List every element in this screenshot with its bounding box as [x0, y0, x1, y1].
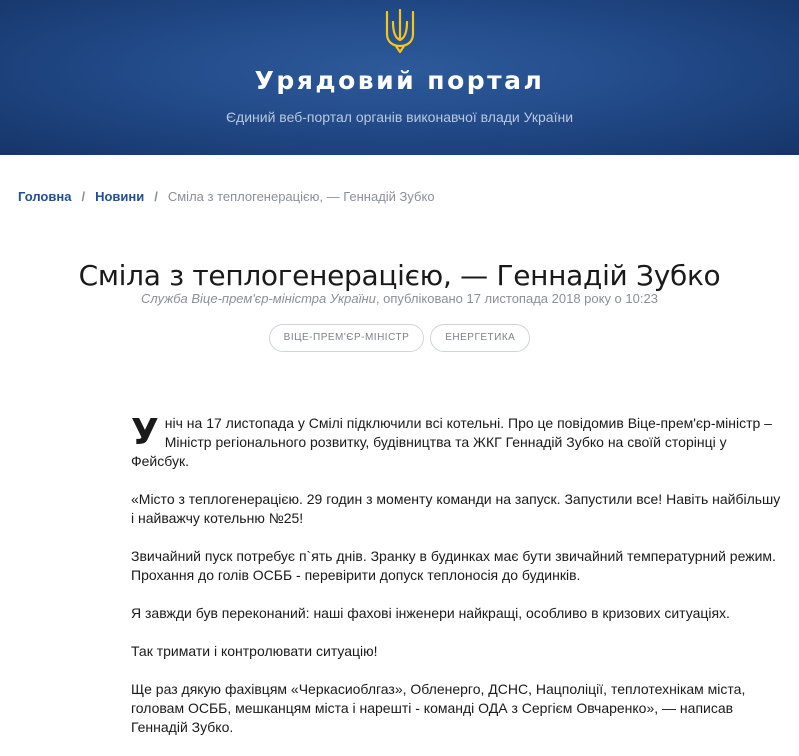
article-paragraph: Я завжди був переконаний: наші фахові інженери найкращі, особливо в кризових ситуаціях.: [131, 605, 730, 621]
dropcap-letter: У: [131, 412, 159, 453]
article-tags: [0, 324, 799, 352]
tag-energy[interactable]: ЕНЕРГЕТИКА: [430, 324, 530, 352]
site-header: [0, 0, 799, 155]
breadcrumb-current: Сміла з теплогенерацією, — Геннадій Зубко: [167, 189, 435, 204]
breadcrumb-home-link[interactable]: Головна: [18, 189, 72, 204]
site-title[interactable]: Урядовий портал: [254, 66, 545, 95]
article-paragraph: Звичайний пуск потребує п`ять днів. Зранку в будинках має бути звичайний температурний режим. Прохання до голів ОСББ - перевірити допуск теплоносія до будинків.: [131, 548, 776, 583]
trident-icon[interactable]: [383, 8, 417, 54]
article-title: Сміла з теплогенерацією, — Геннадій Зубко: [78, 258, 721, 292]
article-paragraph: «Місто з теплогенерацією. 29 годин з моменту команди на запуск. Запустили все! Навіть найбільшу і найважчу котельню №25!: [131, 491, 781, 526]
article-published: , опубліковано 17 листопада 2018 року о 10:23: [375, 291, 658, 306]
breadcrumb-separator: /: [81, 189, 86, 204]
breadcrumb-news-link[interactable]: Новини: [95, 189, 145, 204]
article-meta: [0, 291, 799, 306]
article-paragraph: Ще раз дякую фахівцям «Черкасиоблгаз», Обленерго, ДСНС, Нацполіції, теплотехнікам міста, головам ОСББ, мешканцям міста і нарешті - команді ОДА з Сергієм Овчаренко», — написав Геннадій Зубко.: [131, 681, 746, 735]
paragraph-text: ніч на 17 листопада у Смілі підключили всі котельні. Про це повідомив Віце-прем'єр-міністр – Міністр регіонального розвитку, будівництва та ЖКГ Геннадій Зубко на своїй сторінці у Фейсбук.: [131, 415, 772, 469]
article-body: [131, 414, 781, 756]
breadcrumb: [18, 189, 435, 204]
article-paragraph: [131, 414, 781, 471]
breadcrumb-separator: /: [154, 189, 158, 204]
article-source: Служба Віце-прем'єр-міністра України: [141, 291, 376, 306]
article-paragraph: Так тримати і контролювати ситуацію!: [131, 643, 378, 659]
site-subtitle: Єдиний веб-портал органів виконавчої влади України: [225, 109, 574, 125]
tag-vice-prime-minister[interactable]: ВІЦЕ-ПРЕМ'ЄР-МІНІСТР: [269, 324, 425, 352]
